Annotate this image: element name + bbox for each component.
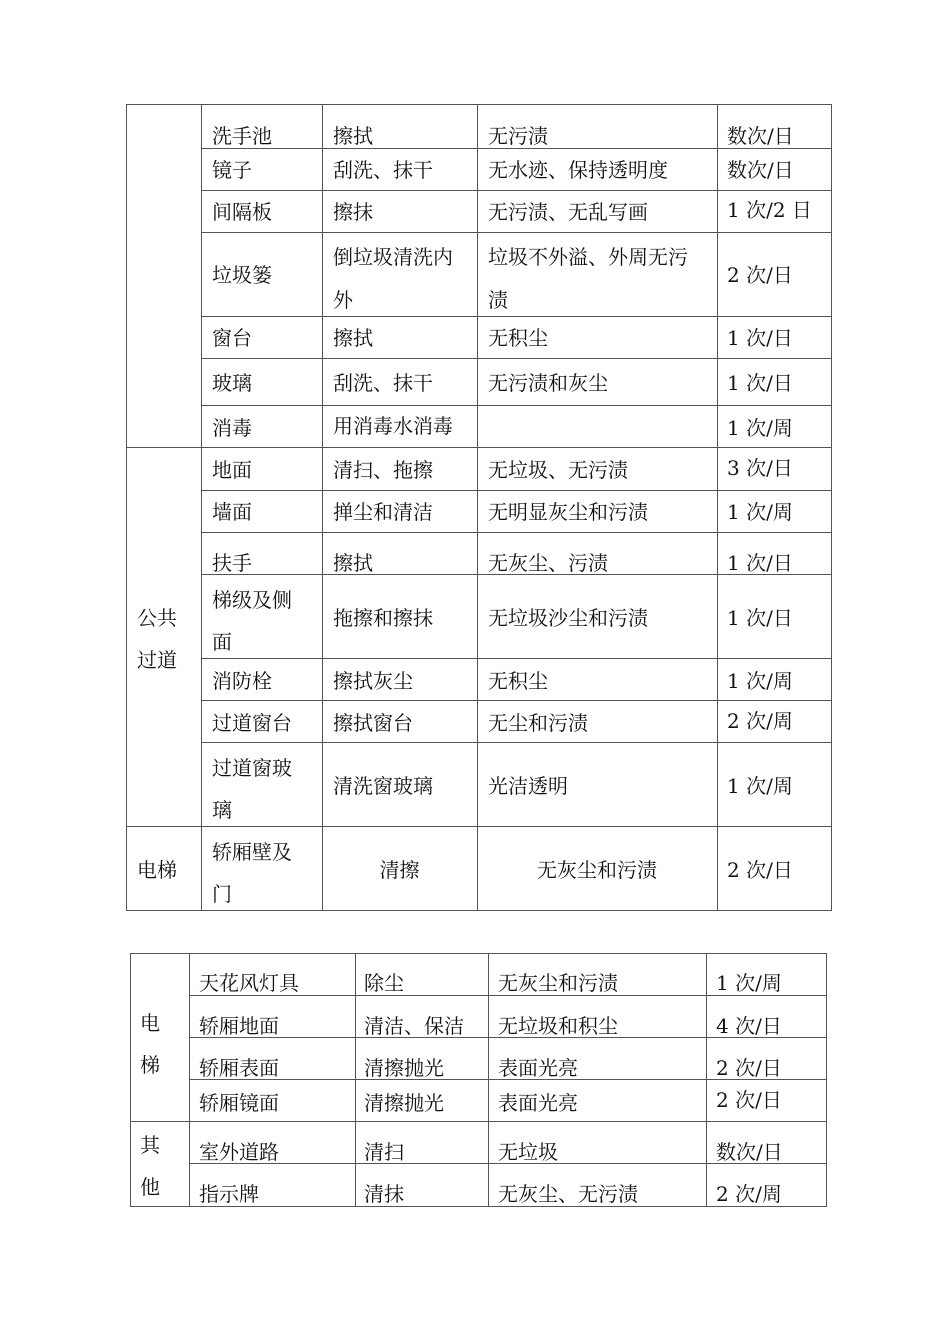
item-cell: 地面 bbox=[212, 458, 252, 482]
frequency-cell: 2 次/周 bbox=[716, 1182, 782, 1206]
standard-cell: 无积尘 bbox=[488, 326, 548, 350]
method-cell: 用消毒水消毒 bbox=[333, 414, 453, 438]
row-divider bbox=[201, 358, 832, 359]
standard-cell: 垃圾不外溢、外周无污 bbox=[488, 245, 688, 269]
row-divider bbox=[201, 232, 832, 233]
row-divider bbox=[201, 658, 832, 659]
item-cell: 镜子 bbox=[212, 158, 252, 182]
item-cell: 玻璃 bbox=[212, 371, 252, 395]
group-label: 电梯 bbox=[137, 858, 177, 882]
frequency-cell: 3 次/日 bbox=[727, 456, 793, 480]
standard-cell: 无垃圾 bbox=[498, 1140, 558, 1164]
frequency-cell: 1 次/日 bbox=[727, 606, 793, 630]
frequency-cell: 数次/日 bbox=[727, 124, 794, 148]
table-border bbox=[126, 447, 832, 448]
table-border bbox=[189, 953, 190, 1207]
standard-cell: 无积尘 bbox=[488, 669, 548, 693]
row-divider bbox=[201, 405, 832, 406]
frequency-cell: 1 次/2 日 bbox=[727, 198, 812, 222]
item-cell: 轿厢表面 bbox=[199, 1056, 279, 1080]
table-border bbox=[717, 104, 718, 911]
table-border bbox=[130, 953, 131, 1207]
item-cell: 洗手池 bbox=[212, 124, 272, 148]
table-border bbox=[201, 104, 202, 911]
row-divider bbox=[201, 742, 832, 743]
method-cell: 擦拭灰尘 bbox=[333, 669, 413, 693]
standard-cell: 无垃圾和积尘 bbox=[498, 1014, 618, 1038]
frequency-cell: 1 次/周 bbox=[727, 416, 793, 440]
method-cell: 擦抹 bbox=[333, 200, 373, 224]
standard-cell: 无灰尘、无污渍 bbox=[498, 1182, 638, 1206]
item-cell: 窗台 bbox=[212, 326, 252, 350]
table-border bbox=[831, 104, 832, 911]
method-cell: 刮洗、抹干 bbox=[333, 158, 433, 182]
row-divider bbox=[201, 490, 832, 491]
standard-cell: 无垃圾、无污渍 bbox=[488, 458, 628, 482]
table-border bbox=[322, 104, 323, 911]
method-cell: 擦拭 bbox=[333, 326, 373, 350]
method-cell: 清擦 bbox=[379, 858, 420, 882]
standard-cell: 无明显灰尘和污渍 bbox=[488, 500, 648, 524]
frequency-cell: 1 次/周 bbox=[727, 774, 793, 798]
frequency-cell: 2 次/日 bbox=[716, 1088, 782, 1112]
frequency-cell: 2 次/日 bbox=[727, 858, 793, 882]
frequency-cell: 1 次/日 bbox=[727, 371, 793, 395]
method-cell: 清洁、保洁 bbox=[364, 1014, 464, 1038]
standard-cell: 无灰尘和污渍 bbox=[498, 971, 618, 995]
table-border bbox=[126, 104, 127, 911]
frequency-cell: 2 次/周 bbox=[727, 709, 793, 733]
method-cell: 清扫、拖擦 bbox=[333, 458, 433, 482]
table-border bbox=[826, 953, 827, 1207]
method-cell: 清抹 bbox=[364, 1182, 404, 1206]
method-cell-cont: 外 bbox=[333, 288, 353, 312]
frequency-cell: 1 次/周 bbox=[727, 500, 793, 524]
standard-cell: 无污渍 bbox=[488, 124, 548, 148]
standard-cell: 光洁透明 bbox=[488, 774, 568, 798]
standard-cell: 无垃圾沙尘和污渍 bbox=[488, 606, 648, 630]
table-border bbox=[126, 826, 832, 827]
method-cell: 清擦抛光 bbox=[364, 1091, 444, 1115]
item-cell: 天花风灯具 bbox=[199, 971, 299, 995]
item-cell: 过道窗玻 bbox=[212, 756, 292, 780]
method-cell: 清洗窗玻璃 bbox=[333, 774, 433, 798]
frequency-cell: 数次/日 bbox=[727, 158, 794, 182]
item-cell: 过道窗台 bbox=[212, 711, 292, 735]
standard-cell-cont: 渍 bbox=[488, 288, 508, 312]
item-cell: 垃圾篓 bbox=[212, 263, 272, 287]
item-cell: 轿厢地面 bbox=[199, 1014, 279, 1038]
standard-cell: 表面光亮 bbox=[498, 1091, 578, 1115]
frequency-cell: 2 次/日 bbox=[727, 263, 793, 287]
item-cell: 室外道路 bbox=[199, 1140, 279, 1164]
group-label: 梯 bbox=[140, 1053, 160, 1077]
frequency-cell: 1 次/周 bbox=[727, 669, 793, 693]
table-border bbox=[126, 104, 832, 105]
table-border bbox=[130, 953, 827, 954]
method-cell: 刮洗、抹干 bbox=[333, 371, 433, 395]
row-divider bbox=[201, 700, 832, 701]
item-cell: 扶手 bbox=[212, 551, 252, 575]
method-cell: 清擦抛光 bbox=[364, 1056, 444, 1080]
standard-cell: 无水迹、保持透明度 bbox=[488, 158, 668, 182]
group-label: 公共 bbox=[137, 606, 177, 630]
frequency-cell: 1 次/日 bbox=[727, 326, 793, 350]
method-cell: 拖擦和擦抹 bbox=[333, 606, 433, 630]
standard-cell: 无尘和污渍 bbox=[488, 711, 588, 735]
item-cell: 梯级及侧 bbox=[212, 588, 292, 612]
method-cell: 倒垃圾清洗内 bbox=[333, 245, 453, 269]
table-border bbox=[126, 910, 832, 911]
method-cell: 除尘 bbox=[364, 971, 404, 995]
standard-cell: 无污渍和灰尘 bbox=[488, 371, 608, 395]
table-border bbox=[488, 953, 489, 1207]
frequency-cell: 2 次/日 bbox=[716, 1056, 782, 1080]
standard-cell: 表面光亮 bbox=[498, 1056, 578, 1080]
table-border bbox=[477, 104, 478, 911]
item-cell-cont: 璃 bbox=[212, 798, 232, 822]
item-cell: 间隔板 bbox=[212, 200, 272, 224]
item-cell: 消毒 bbox=[212, 416, 252, 440]
standard-cell: 无灰尘、污渍 bbox=[488, 551, 608, 575]
item-cell: 指示牌 bbox=[199, 1182, 259, 1206]
row-divider bbox=[201, 316, 832, 317]
method-cell: 掸尘和清洁 bbox=[333, 500, 433, 524]
method-cell: 擦拭 bbox=[333, 124, 373, 148]
item-cell: 消防栓 bbox=[212, 669, 272, 693]
frequency-cell: 1 次/日 bbox=[727, 551, 793, 575]
frequency-cell: 1 次/周 bbox=[716, 971, 782, 995]
group-label: 电 bbox=[140, 1011, 160, 1035]
frequency-cell: 4 次/日 bbox=[716, 1014, 782, 1038]
group-label: 过道 bbox=[137, 648, 177, 672]
method-cell: 擦拭窗台 bbox=[333, 711, 413, 735]
item-cell: 轿厢壁及 bbox=[212, 840, 292, 864]
item-cell-cont: 面 bbox=[212, 630, 232, 654]
frequency-cell: 数次/日 bbox=[716, 1140, 783, 1164]
standard-cell: 无灰尘和污渍 bbox=[537, 858, 657, 882]
table-border bbox=[706, 953, 707, 1207]
item-cell-cont: 门 bbox=[212, 882, 232, 906]
group-label: 他 bbox=[140, 1175, 160, 1199]
table-border bbox=[355, 953, 356, 1207]
item-cell: 墙面 bbox=[212, 500, 252, 524]
table-border bbox=[130, 1121, 827, 1122]
row-divider bbox=[201, 190, 832, 191]
group-label: 其 bbox=[140, 1133, 160, 1157]
row-divider bbox=[201, 532, 832, 533]
method-cell: 擦拭 bbox=[333, 551, 373, 575]
method-cell: 清扫 bbox=[364, 1140, 404, 1164]
standard-cell: 无污渍、无乱写画 bbox=[488, 200, 648, 224]
item-cell: 轿厢镜面 bbox=[199, 1091, 279, 1115]
